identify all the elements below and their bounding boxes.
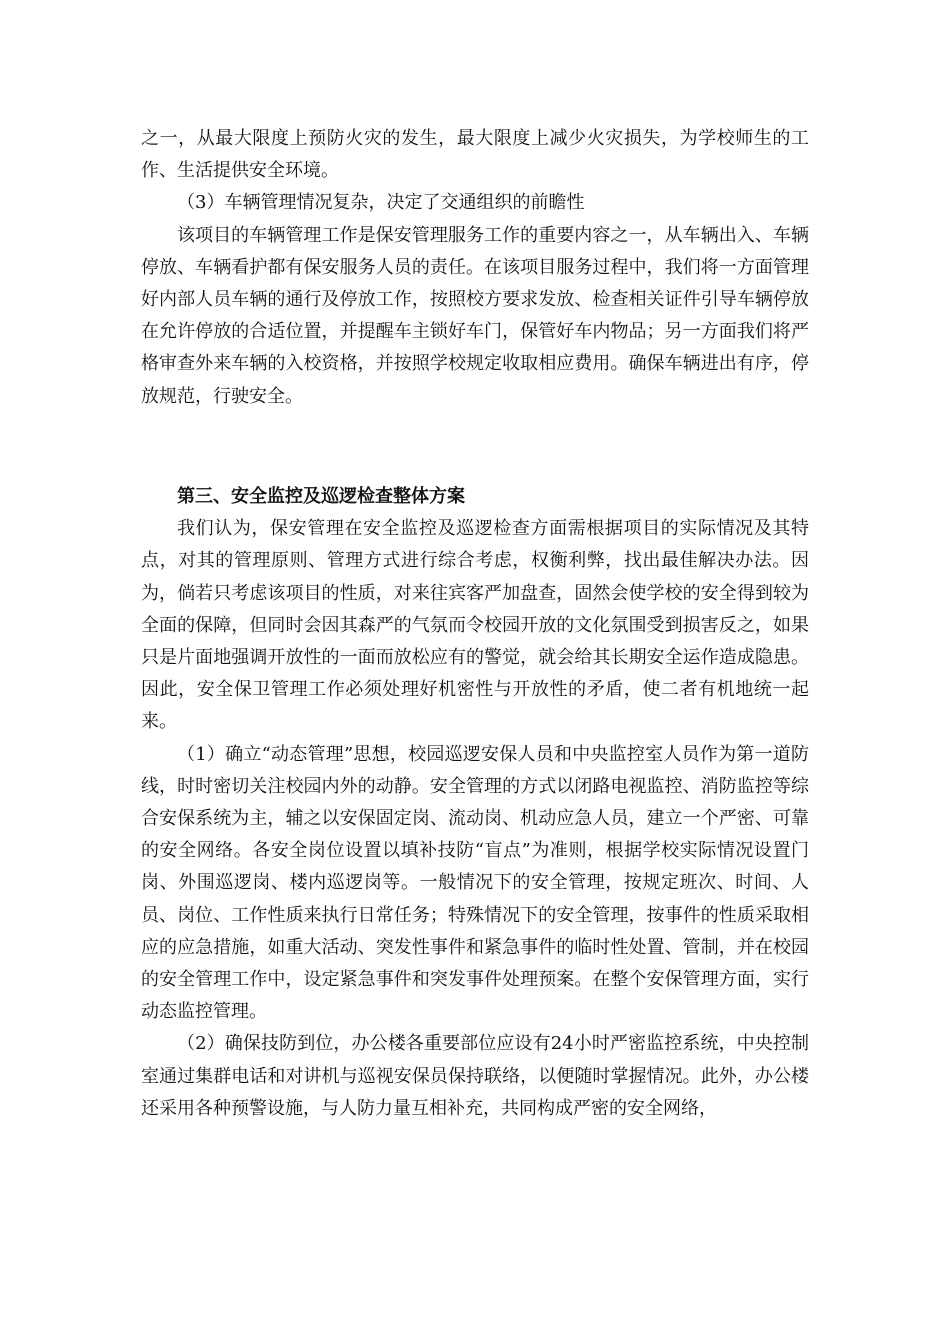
paragraph-dynamic-management: （1）确立“动态管理”思想，校园巡逻安保人员和中央监控室人员作为第一道防线，时时密切关注校园内外的动静。安全管理的方式以闭路电视监控、消防监控等综合安保系统为主，辅之以安保固定岗、流动岗、机动应急人员，建立一个严密、可靠的安全网络。各安全岗位设置以填补技防“盲点”为准则，根据学校实际情况设置门岗、外围巡逻岗、楼内巡逻岗等。一般情况下的安全管理，按规定班次、时间、人员、岗位、工作性质来执行日常任务；特殊情况下的安全管理，按事件的性质采取相应的应急措施，如重大活动、突发性事件和紧急事件的临时性处置、管制，并在校园的安全管理工作中，设定紧急事件和突发事件处理预案。在整个安保管理方面，实行动态监控管理。 <box>141 743 809 1023</box>
paragraph-vehicle-management: 该项目的车辆管理工作是保安管理服务工作的重要内容之一，从车辆出入、车辆停放、车辆看护都有保安服务人员的责任。在该项目服务过程中，我们将一方面管理好内部人员车辆的通行及停放工作，按照校方要求发放、检查相关证件引导车辆停放在允许停放的合适位置，并提醒车主锁好车门，保管好车内物品；另一方面我们将严格审查外来车辆的入校资格，并按照学校规定收取相应费用。确保车辆进出有序，停放规范，行驶安全。 <box>141 224 809 407</box>
section-two-tail <box>141 123 809 445</box>
section-heading-monitoring-patrol: 第三、安全监控及巡逻检查整体方案 <box>177 486 465 507</box>
paragraph-monitoring-intro: 我们认为，保安管理在安全监控及巡逻检查方面需根据项目的实际情况及其特点，对其的管理原则、管理方式进行综合考虑，权衡利弊，找出最佳解决办法。因为，倘若只考虑该项目的性质，对来往宾客严加盘查，固然会使学校的安全得到较为全面的保障，但同时会因其森严的气氛而令校园开放的文化氛围受到损害反之，如果只是片面地强调开放性的一面而放松应有的警觉，就会给其长期安全运作造成隐患。因此，安全保卫管理工作必须处理好机密性与开放性的矛盾，使二者有机地统一起来。 <box>141 518 809 733</box>
paragraph-technical-defense: （2）确保技防到位，办公楼各重要部位应设有24小时严密监控系统，中央控制室通过集群电话和对讲机与巡视安保员保持联络，以便随时掌握情况。此外，办公楼还采用各种预警设施，与人防力量互相补充，共同构成严密的安全网络， <box>141 1033 809 1119</box>
subheading-vehicle-management: （3）车辆管理情况复杂，决定了交通组织的前瞻性 <box>177 192 585 214</box>
document-body <box>141 123 809 1125</box>
section-gap <box>141 445 809 481</box>
paragraph-fire-safety-tail: 之一，从最大限度上预防火灾的发生，最大限度上减少火灾损失，为学校师生的工作、生活提供安全环境。 <box>141 128 809 182</box>
